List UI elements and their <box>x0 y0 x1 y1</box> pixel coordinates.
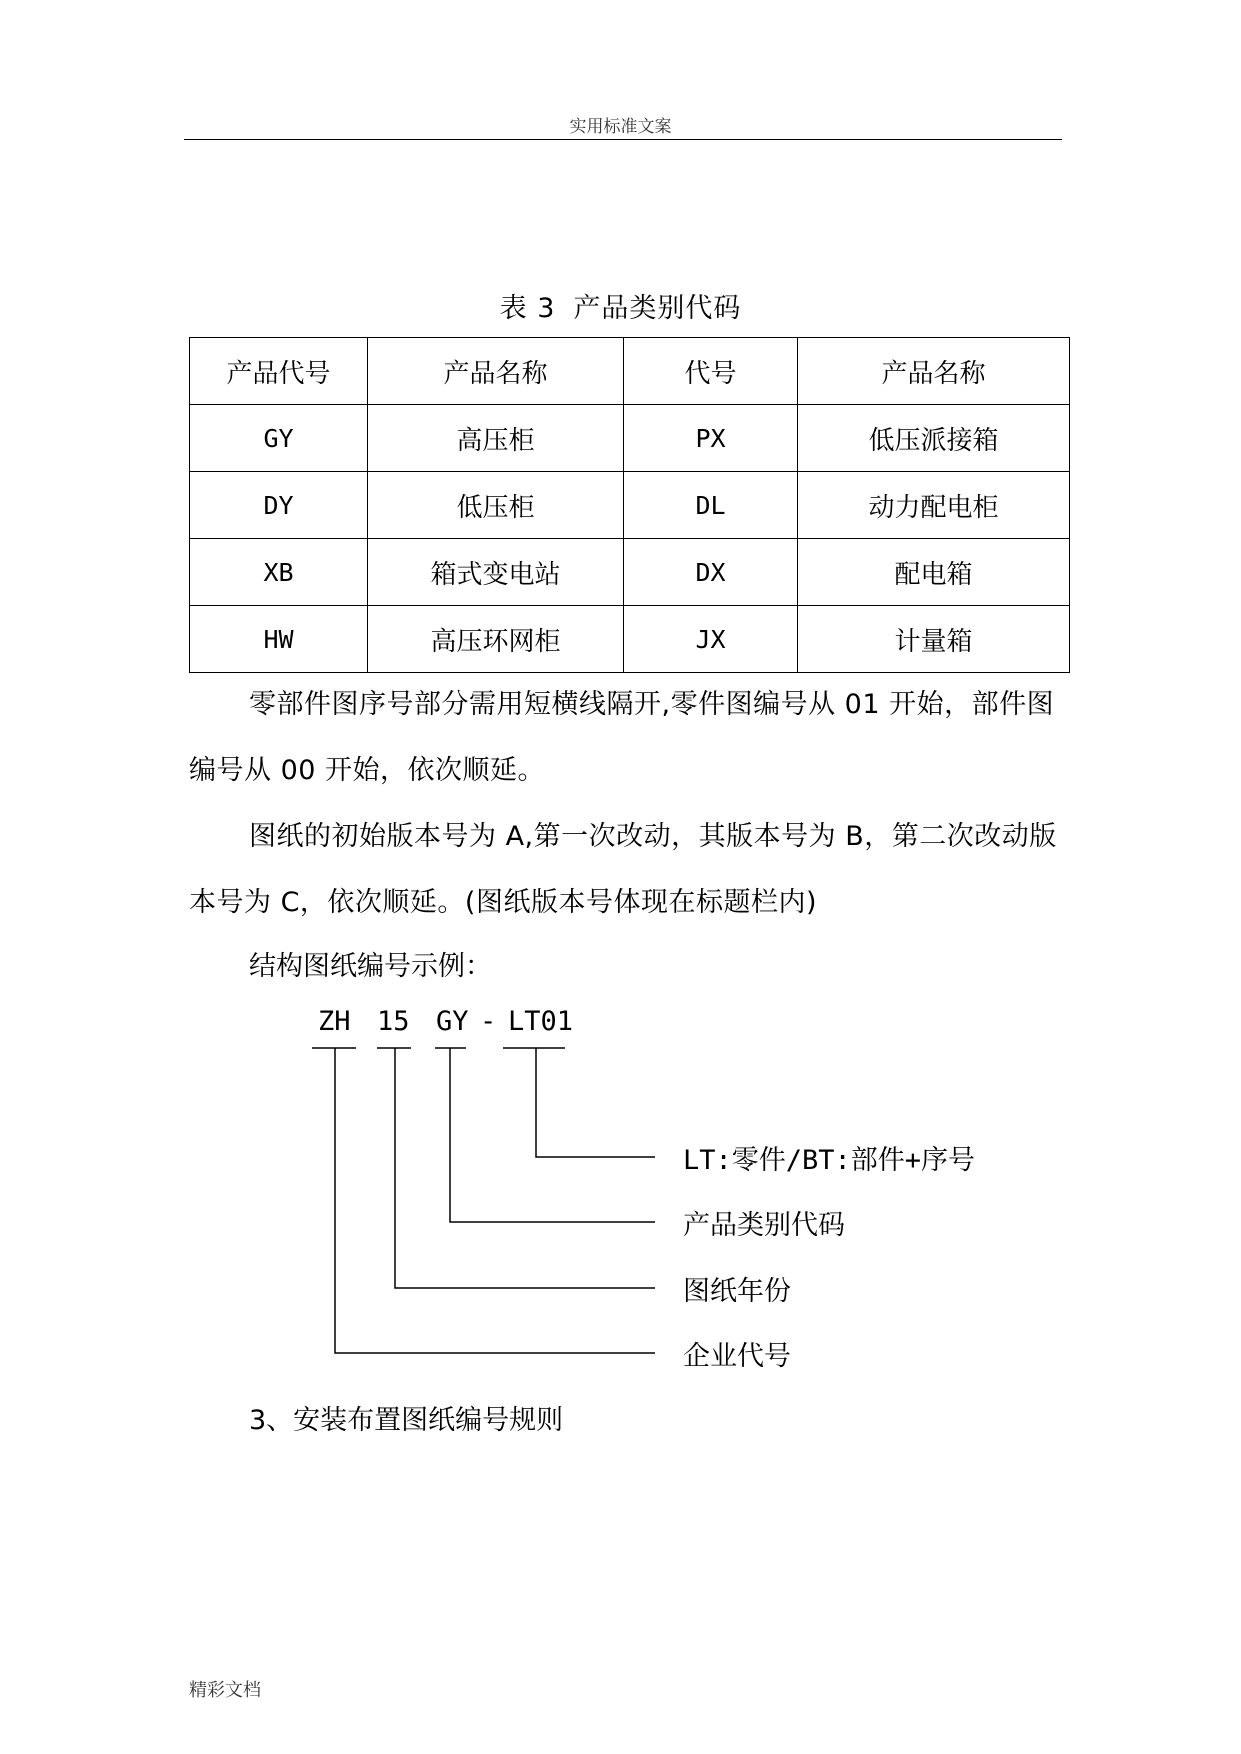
example-part-category: GY <box>436 1006 469 1037</box>
table-cell-code: XB <box>190 539 368 606</box>
paragraph-version-rule-text: 图纸的初始版本号为 A,第一次改动，其版本号为 B，第二次改动版本号为 C，依次顺延。(图纸版本号体现在标题栏内) <box>189 821 1057 918</box>
table-cell-code: JX <box>624 606 798 673</box>
table-cell-code: DX <box>624 539 798 606</box>
table-row <box>190 539 1070 606</box>
table-caption-number: 表 3 <box>499 293 556 324</box>
table-cell-name: 低压柜 <box>368 472 624 539</box>
page-footer: 精彩文档 <box>189 1680 261 1701</box>
example-part-hyphen: - <box>480 1006 497 1037</box>
example-part-company: ZH <box>318 1006 351 1037</box>
label-company: 企业代号 <box>683 1341 791 1372</box>
table-cell-name: 计量箱 <box>798 606 1070 673</box>
table-header-cell: 产品名称 <box>368 338 624 405</box>
product-category-code-table <box>189 337 1070 673</box>
label-sequence <box>683 1138 975 1177</box>
leader-sequence <box>536 1048 655 1157</box>
table-header-cell: 代号 <box>624 338 798 405</box>
paragraph-part-numbering <box>189 672 1069 804</box>
table-caption-title: 产品类别代码 <box>573 293 742 324</box>
table-row <box>190 472 1070 539</box>
label-sequence-text: LT:零件/BT:部件+序号 <box>683 1145 976 1176</box>
table-cell-name: 高压柜 <box>368 405 624 472</box>
table-row <box>190 606 1070 673</box>
table-cell-code: DL <box>624 472 798 539</box>
table-cell-code: HW <box>190 606 368 673</box>
table-cell-code: PX <box>624 405 798 472</box>
leader-year <box>395 1048 655 1288</box>
section-heading: 3、安装布置图纸编号规则 <box>249 1405 564 1436</box>
paragraph-version-rule <box>189 804 1069 936</box>
table-header-cell: 产品名称 <box>798 338 1070 405</box>
leader-category <box>450 1048 655 1222</box>
table-cell-code: GY <box>190 405 368 472</box>
table-cell-name: 低压派接箱 <box>798 405 1070 472</box>
header-divider <box>184 139 1062 140</box>
example-intro: 结构图纸编号示例： <box>249 951 492 982</box>
page-header-title: 实用标准文案 <box>569 117 672 137</box>
label-year: 图纸年份 <box>683 1276 791 1307</box>
table-caption <box>0 286 1241 325</box>
leader-company <box>335 1048 655 1353</box>
paragraph-part-numbering-text: 零部件图序号部分需用短横线隔开,零件图编号从 01 开始，部件图编号从 00 开始，依次顺延。 <box>189 689 1055 786</box>
table-cell-name: 动力配电柜 <box>798 472 1070 539</box>
table-cell-name: 箱式变电站 <box>368 539 624 606</box>
table-header-row <box>190 338 1070 405</box>
example-part-year: 15 <box>377 1006 410 1037</box>
label-category: 产品类别代码 <box>683 1210 845 1241</box>
table-cell-name: 高压环网柜 <box>368 606 624 673</box>
table-header-cell: 产品代号 <box>190 338 368 405</box>
table-cell-name: 配电箱 <box>798 539 1070 606</box>
table-cell-code: DY <box>190 472 368 539</box>
example-part-sequence: LT01 <box>508 1006 574 1037</box>
table-row <box>190 405 1070 472</box>
